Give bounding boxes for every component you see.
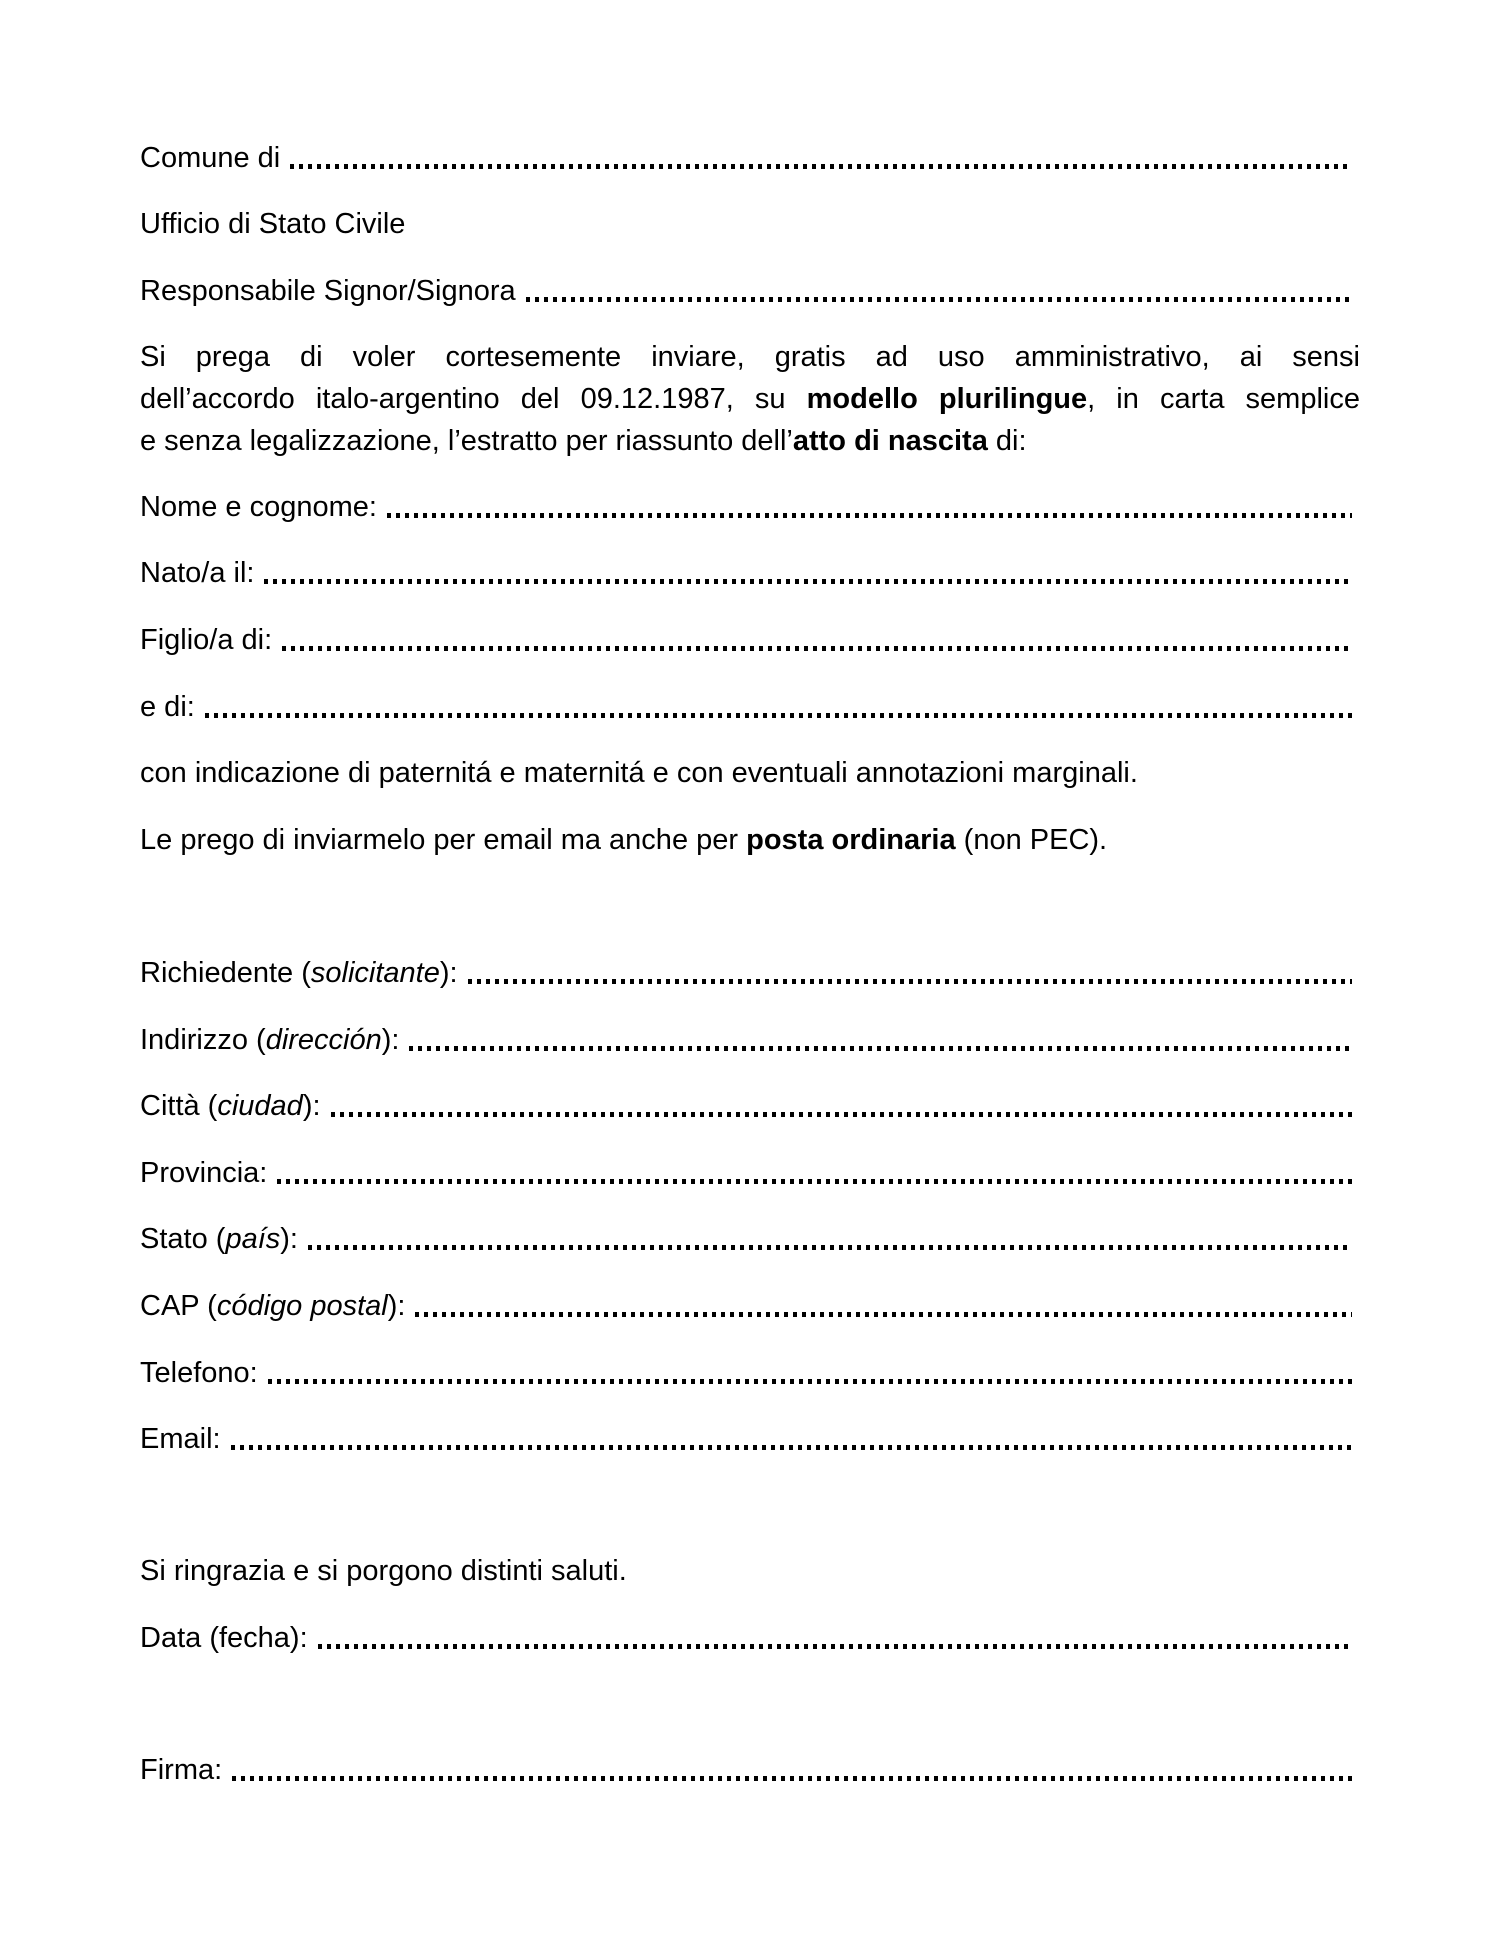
provincia-dotted-fill[interactable]: [277, 1179, 1352, 1184]
cap-field[interactable]: CAP (código postal):: [140, 1289, 1352, 1323]
email-dotted-fill[interactable]: [231, 1445, 1352, 1450]
responsabile-label: Responsabile Signor/Signora: [140, 275, 516, 307]
stato-dotted-fill[interactable]: [308, 1245, 1352, 1250]
send-instructions: Le prego di inviarmelo per email ma anche per posta ordinaria (non PEC).: [140, 824, 1108, 856]
ufficio-label: Ufficio di Stato Civile: [140, 208, 406, 240]
provincia-field[interactable]: Provincia:: [140, 1156, 1352, 1190]
modello-plurilingue-bold: modello plurilingue: [806, 383, 1088, 415]
stato-field[interactable]: Stato (país):: [140, 1222, 1352, 1256]
date-dotted-fill[interactable]: [318, 1644, 1352, 1649]
richiedente-dotted-fill[interactable]: [468, 979, 1352, 984]
responsabile-dotted-fill[interactable]: [526, 297, 1352, 302]
citta-field[interactable]: Città (ciudad):: [140, 1089, 1352, 1123]
nome-cognome-dotted-fill[interactable]: [387, 513, 1352, 518]
figlio-di-field[interactable]: Figlio/a di:: [140, 623, 1352, 657]
citta-dotted-fill[interactable]: [331, 1112, 1352, 1117]
telefono-field[interactable]: Telefono:: [140, 1356, 1352, 1390]
date-field[interactable]: Data (fecha):: [140, 1621, 1352, 1655]
e-di-dotted-fill[interactable]: [205, 713, 1352, 718]
indirizzo-field[interactable]: Indirizzo (dirección):: [140, 1023, 1352, 1057]
figlio-di-dotted-fill[interactable]: [282, 646, 1352, 651]
nome-cognome-field[interactable]: Nome e cognome:: [140, 490, 1352, 524]
telefono-dotted-fill[interactable]: [268, 1379, 1352, 1384]
request-line-1: Si prega di voler cortesemente inviare, gratis ad uso amministrativo, ai sensi: [140, 341, 1360, 373]
cap-dotted-fill[interactable]: [415, 1312, 1352, 1317]
atto-di-nascita-bold: atto di nascita: [792, 425, 988, 457]
nato-il-dotted-fill[interactable]: [264, 579, 1352, 584]
nato-il-field[interactable]: Nato/a il:: [140, 556, 1352, 590]
indication-text: con indicazione di paternitá e maternitá e con eventuali annotazioni marginali.: [140, 757, 1138, 789]
comune-dotted-fill[interactable]: [290, 164, 1352, 169]
comune-label: Comune di: [140, 142, 281, 174]
responsabile-field[interactable]: [140, 274, 1352, 308]
posta-ordinaria-bold: posta ordinaria: [746, 824, 956, 856]
email-field[interactable]: Email:: [140, 1422, 1352, 1456]
richiedente-field[interactable]: Richiedente (solicitante):: [140, 956, 1352, 990]
signature-field[interactable]: Firma:: [140, 1753, 1352, 1787]
e-di-field[interactable]: e di:: [140, 690, 1352, 724]
comune-field[interactable]: [140, 141, 1352, 175]
thanks-text: Si ringrazia e si porgono distinti saluti.: [140, 1555, 627, 1587]
request-line-2: dell’accordo italo-argentino del 09.12.1987, su modello plurilingue, in carta semplice: [140, 383, 1360, 415]
request-line-3: e senza legalizzazione, l’estratto per riassunto dell’atto di nascita di:: [140, 425, 1027, 457]
indirizzo-dotted-fill[interactable]: [409, 1046, 1352, 1051]
signature-dotted-fill[interactable]: [232, 1776, 1352, 1781]
